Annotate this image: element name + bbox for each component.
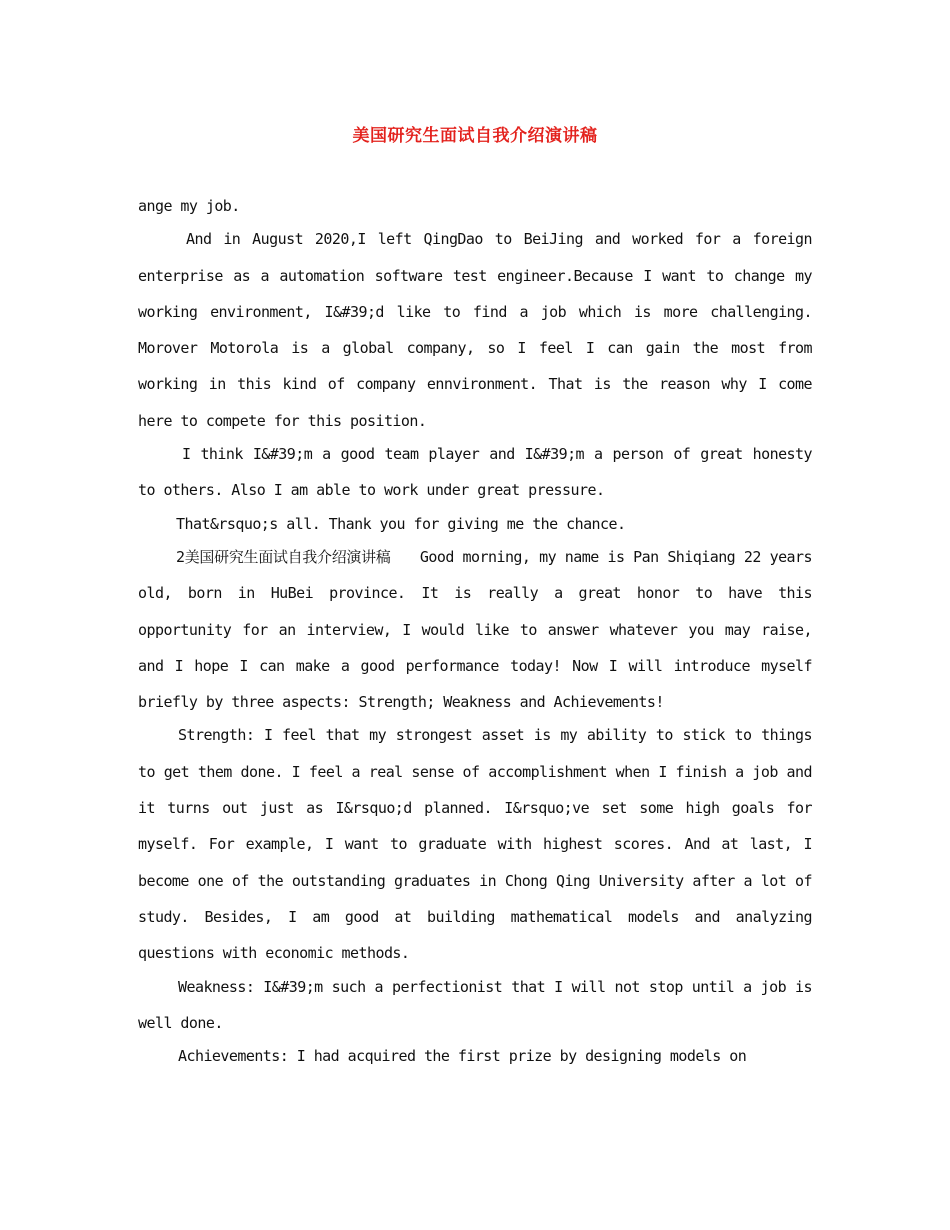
paragraph-achievements: Achievements: I had acquired the first prize by designing models on [178,1047,747,1066]
paragraph-continuation: ange my job. [138,197,240,215]
paragraph-thanks: That&rsquo;s all. Thank you for giving me the chance. [176,514,626,533]
paragraph-weakness: Weakness: I&#39;m such a perfectionist that I will not stop until a job is well done. [138,977,812,1032]
paragraph-second-speech: 2美国研究生面试自我介绍演讲稿 Good morning, my name is Pan Shiqiang 22 years old, born in HuBei province. It is really a great honor to have this opportunity for an interview, I would like to answer whatever you may raise, and I hope I can make a good performance today! Now I will introduce myself briefly by three aspects: Strength; Weakness and Achievements! [138,547,812,712]
document-title: 美国研究生面试自我介绍演讲稿 [352,126,598,146]
document-body [138,188,812,1074]
paragraph-beijing-job: And in August 2020,I left QingDao to BeiJing and worked for a foreign enterprise as a automation software test engineer.Because I want to change my working environment, I&#39;d like to find a job which is more challenging. Morover Motorola is a global company, so I feel I can gain the most from working in this kind of company ennvironment. That is the reason why I come here to compete for this position. [138,230,812,430]
paragraph-team-player: I think I&#39;m a good team player and I&#39;m a person of great honesty to others. Also I am able to work under great pressure. [138,445,812,500]
paragraph-strength: Strength: I feel that my strongest asset is my ability to stick to things to get them done. I feel a real sense of accomplishment when I finish a job and it turns out just as I&rsquo;d planned. I&rsquo;ve set some high goals for myself. For example, I want to graduate with highest scores. And at last, I become one of the outstanding graduates in Chong Qing University after a lot of study. Besides, I am good at building mathematical models and analyzing questions with economic methods. [138,726,812,963]
